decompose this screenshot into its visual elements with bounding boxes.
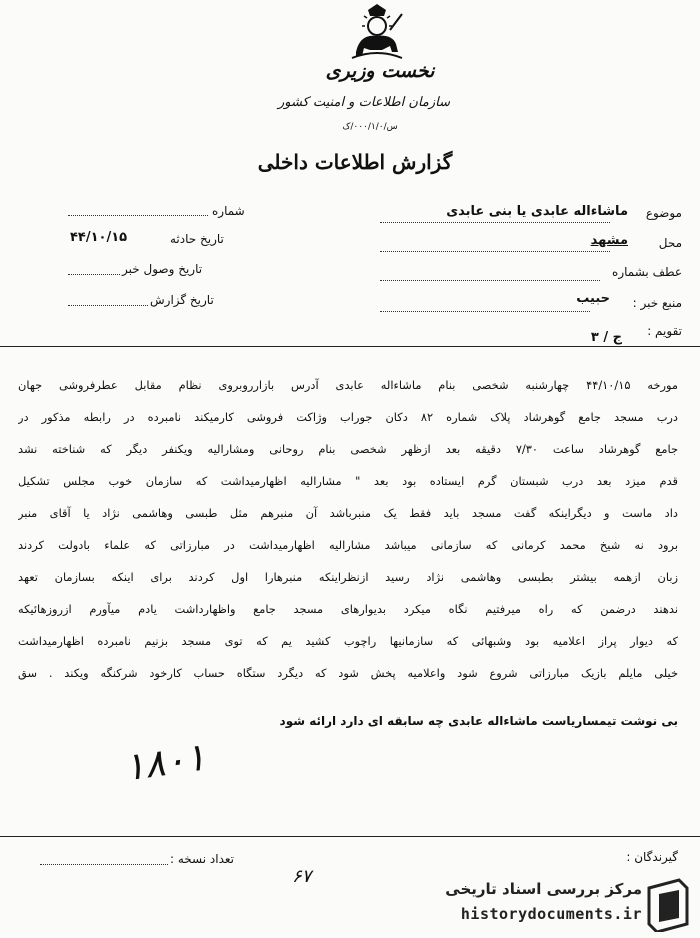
source-value: حبیب: [576, 291, 610, 306]
rating-value: ج / ۳: [590, 330, 622, 345]
report-date-label: تاریخ گزارش: [150, 293, 214, 307]
subject-label: موضوع: [645, 206, 682, 220]
header-divider: [0, 346, 700, 347]
receipt-date-label: تاریخ وصول خبر: [122, 262, 203, 276]
footer-divider: [0, 836, 700, 837]
watermark-url: historydocuments.ir: [460, 905, 642, 923]
body-line: قدم میزد بعد درب شبستان گرم ایستاده بود بعد " مشارالیه اظهارمیداشت که سازمان خوب مجلس تشکیل: [18, 474, 678, 488]
event-date-value: ۴۴/۱۰/۱۵: [70, 230, 128, 245]
source-dotted-line: [380, 311, 590, 312]
handwritten-mark: ۶۷: [292, 866, 312, 887]
body-line: داد ماست و دیگراینکه گفت مسجد باید فقط یک منبرباشد آن منبرهم مثل طبسی وهاشمی نژاد یا آقای منبر: [18, 506, 678, 520]
rating-label: تقویم :: [647, 324, 682, 338]
receipt-date-dotted-line: [68, 274, 120, 275]
document-code: س/۰۰۰/۱/۰/ک: [342, 122, 398, 132]
subject-value: ماشاءاله عابدی یا بنی عابدی: [446, 204, 628, 219]
number-dotted-line: [68, 215, 208, 216]
footnote: بی نوشت تیمساریاست ماشاءاله عابدی چه سابقه ای دارد ارائه شود: [279, 714, 678, 728]
location-label: محل: [658, 236, 682, 250]
ministry-header: نخست وزیری: [325, 60, 435, 82]
event-date-label: تاریخ حادثه: [170, 232, 224, 246]
handwritten-number: ۱۸۰۱: [121, 734, 209, 790]
location-value: مشهد: [590, 233, 628, 248]
recipients-label: گیرندگان :: [626, 850, 678, 864]
organization-header: سازمان اطلاعات و امنیت کشور: [277, 95, 450, 110]
body-line: درب مسجد جامع گوهرشاد پلاک شماره ۸۲ دکان جوراب وژاکت فروشی کارمیکند نامبرده در رابطه مذکور در: [18, 410, 678, 424]
body-line: زبان ازهمه بیشتر بطبسی وهاشمی نژاد رسید ازنظراینکه منبرهارا اول کردند برای اینکه بسازمان تعهد: [18, 570, 678, 584]
copies-label: تعداد نسخه :: [170, 852, 235, 866]
archive-logo-icon: [645, 878, 691, 932]
body-line: خیلی مایلم بازیک مبارزاتی شروع شود واعلامیه پخش شود که دیگرد ستگاه حساب کارخود شرکنگه ویکند . سق: [18, 666, 678, 680]
body-line: که دیوار پراز اعلامیه بود وشبهائی که سازمانیها راچوب کشید یم که توی مسجد بزنیم نامبرده اظهارمیداشت: [18, 634, 678, 648]
location-dotted-line: [380, 251, 610, 252]
body-line: ندهند درضمن که راه میرفتیم نگاه میکرد بدیوارهای مسجد جامع واظهارداشت یادم میآورم ازروزهائیکه: [18, 602, 678, 616]
reference-dotted-line: [380, 280, 600, 281]
report-title: گزارش اطلاعات داخلی: [257, 150, 453, 174]
body-line: جامع گوهرشاد ساعت ۷/۳۰ دقیقه بعد ازظهر شخصی بنام روحانی ومشارالیه ویکنفر دیگر که شناخته نشد: [18, 442, 678, 456]
watermark-title: مرکز بررسی اسناد تاریخی: [445, 880, 642, 898]
copies-dotted-line: [40, 864, 168, 865]
subject-dotted-line: [380, 222, 610, 223]
lion-and-sun-emblem-icon: [346, 4, 408, 62]
body-line: مورخه ۴۴/۱۰/۱۵ چهارشنبه شخصی بنام ماشاءاله عابدی آدرس بازارروبروی نظام مقابل عطرفروشی جهان: [18, 378, 678, 392]
report-date-dotted-line: [68, 305, 148, 306]
body-line: برود نه شیخ محمد کرمانی که سازمانی میباشد مشارالیه اظهارمیداشت در مبارزاتی که علماء بادولت کردند: [18, 538, 678, 552]
reference-label: عطف بشماره: [612, 265, 682, 279]
source-label: منبع خبر :: [632, 296, 682, 310]
number-label: شماره: [212, 204, 245, 218]
